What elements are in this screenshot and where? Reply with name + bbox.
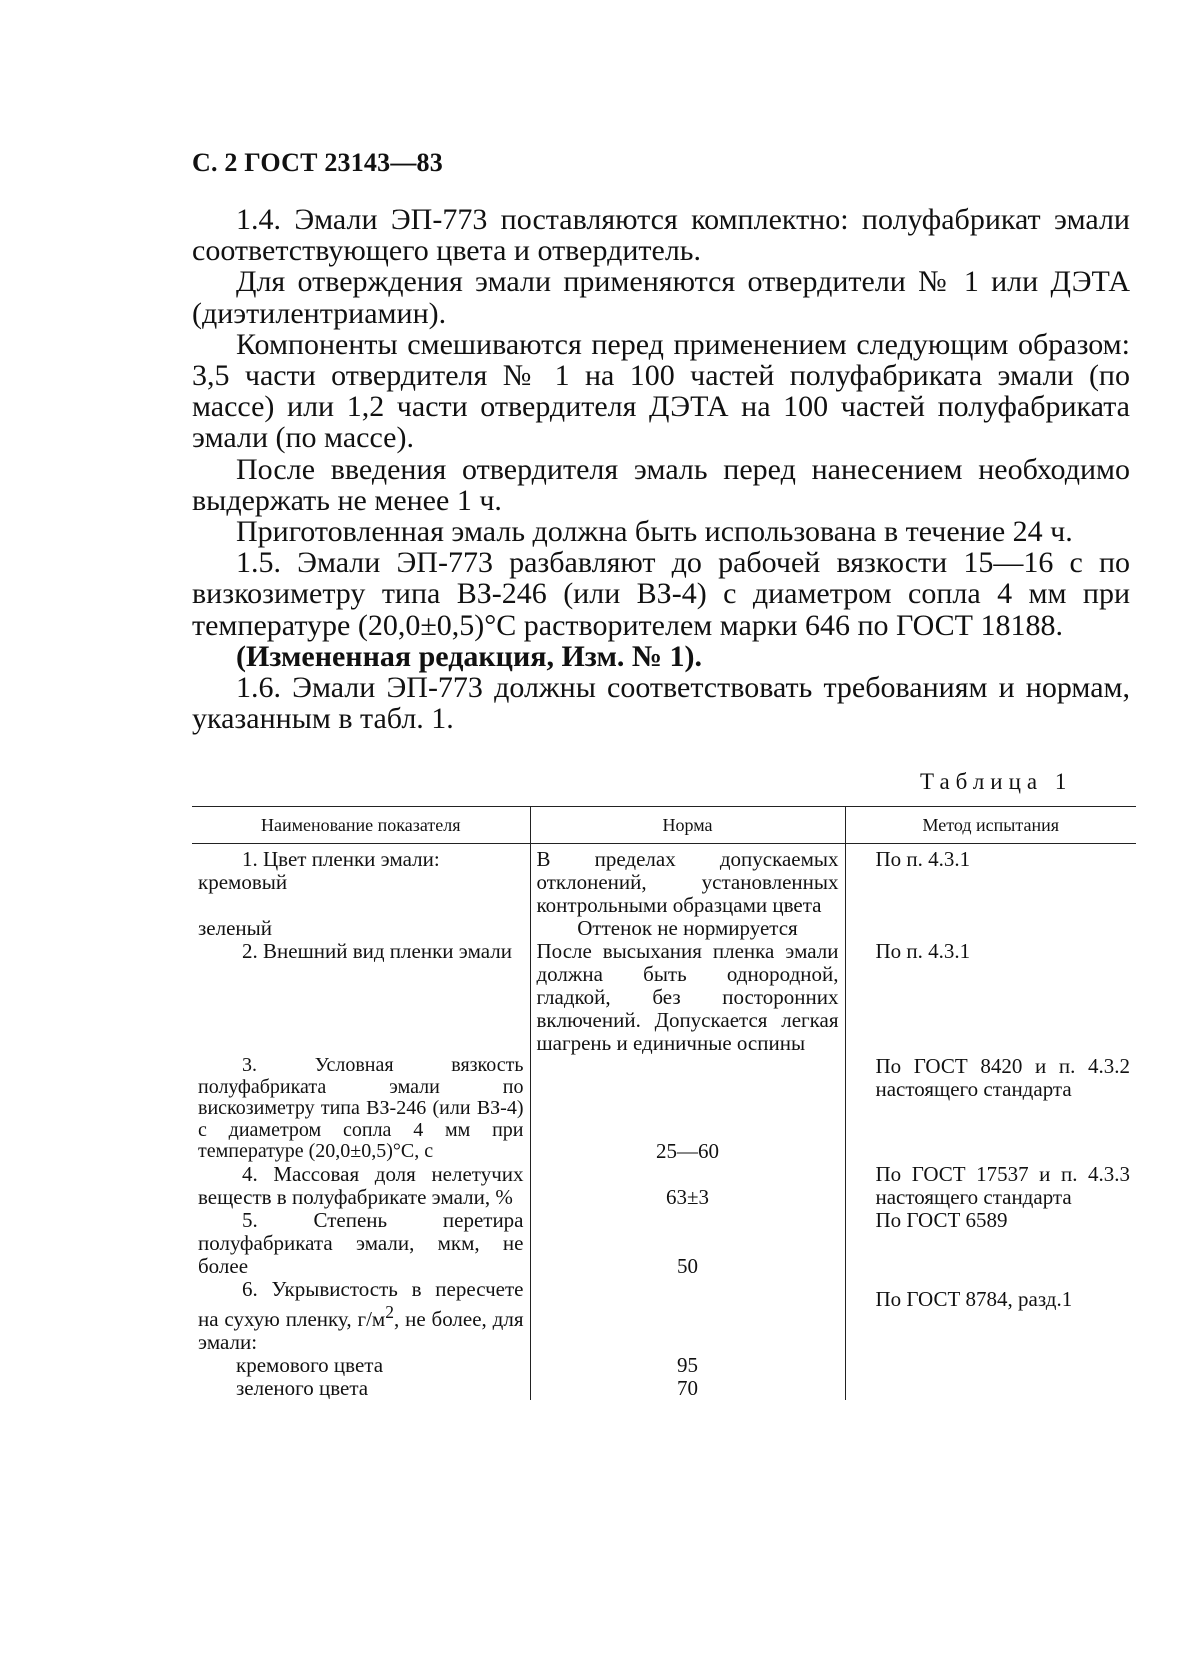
method-cell: По п. 4.3.1 (845, 848, 1136, 917)
amendment-note: (Измененная редакция, Изм. № 1). (236, 639, 703, 673)
header-method: Метод испытания (845, 807, 1136, 844)
indicator-sub: кремового цвета (236, 1352, 384, 1377)
paragraph-1-6: 1.6. Эмали ЭП-773 должны соответствовать требованиям и нормам, указанным в табл. 1. (192, 671, 1130, 736)
header-norm: Норма (530, 807, 845, 844)
indicator-sub: зеленого цвета (236, 1375, 369, 1400)
requirements-table (192, 806, 1136, 1400)
indicator-sub: зеленый (198, 916, 273, 940)
unit-superscript: 2 (385, 1301, 394, 1322)
indicator-name-text: 6. Укрывистость в пересчете на сухую пленку, г/м (198, 1276, 524, 1331)
table-row (192, 940, 1136, 1055)
table-row (192, 1377, 1136, 1400)
paragraph-aging: После введения отвердителя эмаль перед нанесением необходимо выдержать не менее 1 ч. (192, 452, 1130, 517)
body-text (192, 204, 1130, 734)
indicator-cell (192, 1278, 530, 1354)
indicator-name: 1. Цвет пленки эмали: (242, 847, 440, 871)
method-cell: По ГОСТ 17537 и п. 4.3.3 настоящего стандарта (845, 1163, 1136, 1209)
method-cell: По ГОСТ 8784, разд.1 (845, 1278, 1136, 1354)
paragraph-mixing: Компоненты смешиваются перед применением следующим образом: 3,5 части отвердителя № 1 на 100 частей полуфабриката эмали (по массе) или 1,2 части отвердителя ДЭТА на 100 частей полуфабриката эмали (по массе). (192, 327, 1130, 455)
table-row (192, 1209, 1136, 1278)
indicator-name: 2. Внешний вид пленки эмали (242, 939, 512, 963)
norm-cell: 63±3 (530, 1163, 845, 1209)
table-row (192, 848, 1136, 917)
table-row (192, 1163, 1136, 1209)
table-header-row (192, 807, 1136, 844)
paragraph-pot-life: Приготовленная эмаль должна быть использована в течение 24 ч. (236, 515, 1073, 549)
indicator-sub: кремовый (198, 870, 288, 894)
indicator-name: 3. Условная вязкость полуфабриката эмали по вискозиметру типа ВЗ-246 (или ВЗ-4) с диаметром сопла 4 мм при температуре (20,0±0,5)°С, с (198, 1054, 524, 1162)
norm-cell: 70 (530, 1377, 845, 1400)
method-cell: По ГОСТ 8420 и п. 4.3.2 настоящего стандарта (845, 1055, 1136, 1163)
indicator-name: 5. Степень перетира полуфабриката эмали, мкм, не более (198, 1207, 524, 1278)
indicator-cell (192, 1055, 530, 1163)
paragraph-1-5: 1.5. Эмали ЭП-773 разбавляют до рабочей вязкости 15—16 с по визкозиметру типа ВЗ-246 (или ВЗ-4) с диаметром сопла 4 мм при температуре (20,0±0,5)°С растворителем марки 646 по ГОСТ 18188. (192, 546, 1130, 642)
norm-cell: 95 (530, 1354, 845, 1377)
method-cell: По п. 4.3.1 (845, 940, 1136, 1055)
indicator-name: 4. Массовая доля нелетучих веществ в полуфабрикате эмали, % (198, 1161, 524, 1209)
indicator-cell (192, 940, 530, 1055)
norm-cell: 25—60 (530, 1055, 845, 1163)
norm-cell: После высыхания пленка эмали должна быть однородной, гладкой, без посторонних включений. Допускается легкая шагрень и единичные оспины (530, 940, 845, 1055)
indicator-name (198, 1278, 524, 1354)
table-row (192, 1278, 1136, 1354)
indicator-cell (192, 1209, 530, 1278)
table-row (192, 917, 1136, 940)
indicator-cell (192, 1163, 530, 1209)
indicator-cell (192, 848, 530, 917)
method-cell: По ГОСТ 6589 (845, 1209, 1136, 1278)
norm-cell: 50 (530, 1209, 845, 1278)
table-caption: Таблица 1 (920, 769, 1073, 794)
paragraph-hardeners: Для отверждения эмали применяются отвердители № 1 или ДЭТА (диэтилентриамин). (192, 265, 1130, 330)
norm-cell: В пределах допускаемых отклонений, установленных контрольными образцами цвета (530, 848, 845, 917)
indicator-name-tail: , не более, для эмали: (198, 1306, 524, 1354)
table-row (192, 1055, 1136, 1163)
norm-cell: Оттенок не нормируется (530, 917, 845, 940)
page-header: С. 2 ГОСТ 23143—83 (192, 148, 443, 177)
header-indicator: Наименование показателя (192, 807, 530, 844)
table-row (192, 1354, 1136, 1377)
paragraph-1-4: 1.4. Эмали ЭП-773 поставляются комплектно: полуфабрикат эмали соответствующего цвета и отвердитель. (192, 203, 1130, 268)
